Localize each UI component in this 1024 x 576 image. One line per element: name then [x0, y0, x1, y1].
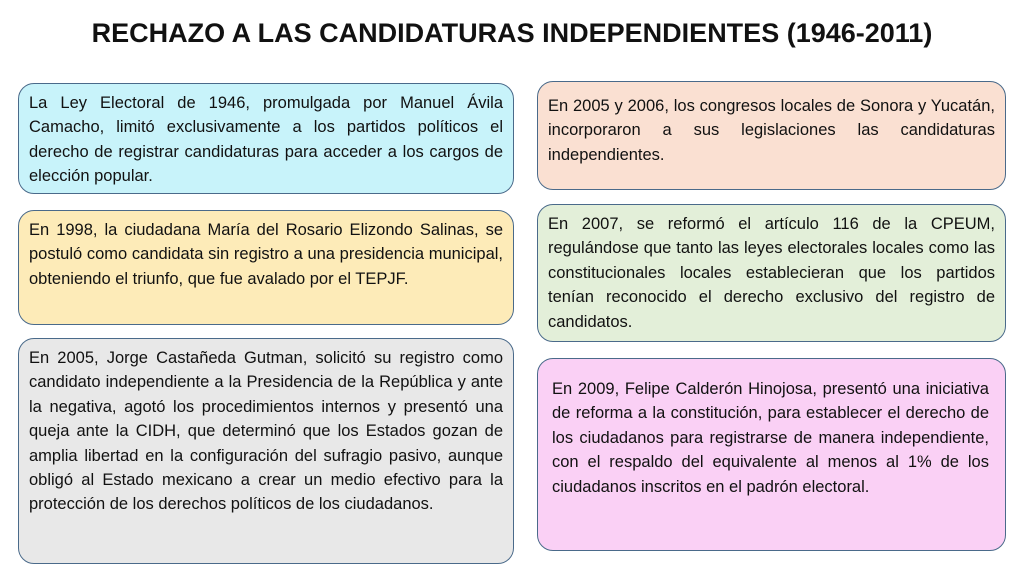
- text-box-ley-1946: La Ley Electoral de 1946, promulgada por Manuel Ávila Camacho, limitó exclusivamente a los partidos políticos el derecho de registrar candidaturas para acceder a los cargos de elección popular.: [18, 83, 514, 194]
- text-box-art116-2007: En 2007, se reformó el artículo 116 de la CPEUM, regulándose que tanto las leyes electorales locales como las constitucionales locales establecieran que los partidos tenían reconocido el derecho exclusivo del registro de candidatos.: [537, 204, 1006, 342]
- slide-title: RECHAZO A LAS CANDIDATURAS INDEPENDIENTES (1946-2011): [91, 18, 933, 48]
- text-box-calderon-2009: En 2009, Felipe Calderón Hinojosa, presentó una iniciativa de reforma a la constitución, para establecer el derecho de los ciudadanos para registrarse de manera independiente, con el respaldo del equivalente al menos al 1% de los ciudadanos inscritos en el padrón electoral.: [537, 358, 1006, 551]
- text-box-sonora-yucatan-2005: En 2005 y 2006, los congresos locales de Sonora y Yucatán, incorporaron a sus legislaciones las candidaturas independientes.: [537, 81, 1006, 190]
- text-box-elizondo-1998: En 1998, la ciudadana María del Rosario Elizondo Salinas, se postuló como candidata sin registro a una presidencia municipal, obteniendo el triunfo, que fue avalado por el TEPJF.: [18, 210, 514, 325]
- text-box-castaneda-2005: En 2005, Jorge Castañeda Gutman, solicitó su registro como candidato independiente a la Presidencia de la República y ante la negativa, agotó los procedimientos internos y presentó una queja ante la CIDH, que determinó que los Estados gozan de amplia libertad en la configuración del sufragio pasivo, aunque obligó al Estado mexicano a crear un medio efectivo para la protección de los derechos políticos de los ciudadanos.: [18, 338, 514, 564]
